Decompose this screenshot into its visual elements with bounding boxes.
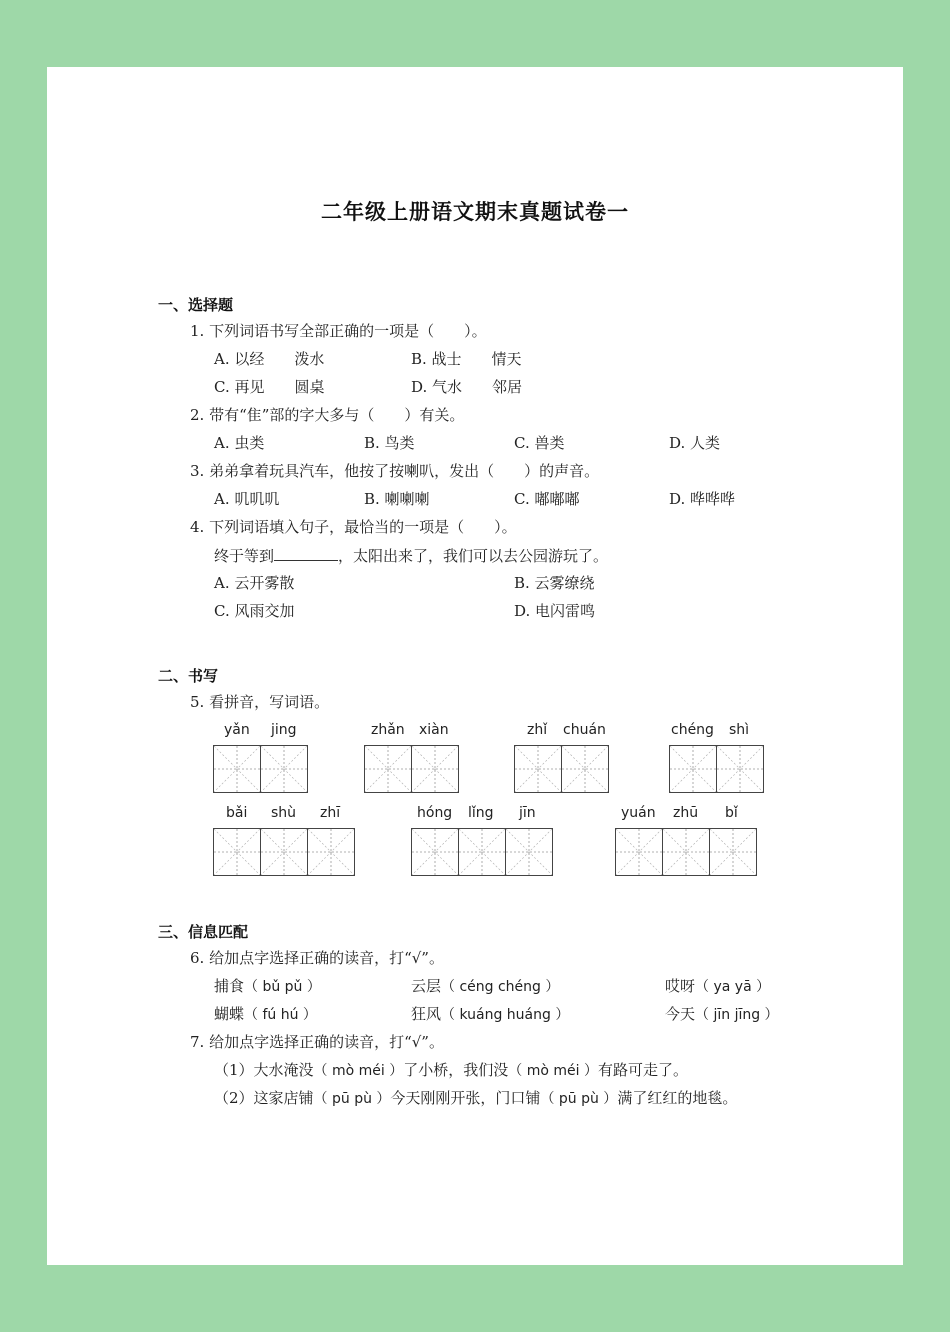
item-pinyin-choices[interactable]: （ ya yā ） xyxy=(695,979,771,995)
question-2-option-b: B. 鸟类 xyxy=(364,434,415,452)
writing-cell[interactable] xyxy=(260,828,308,876)
pinyin-choices[interactable]: （ pū pù ） xyxy=(540,1091,618,1107)
question-6-item xyxy=(214,976,321,997)
question-2-stem: 2. 带有“隹”部的字大多与（ ）有关。 xyxy=(190,406,465,424)
pinyin-syllable: zhǎn xyxy=(371,722,405,738)
text-part: （1）大水淹没 xyxy=(214,1061,314,1079)
question-5-stem: 5. 看拼音，写词语。 xyxy=(190,693,330,711)
pinyin-syllable: yǎn xyxy=(224,722,250,738)
question-4-blank[interactable] xyxy=(274,545,338,561)
pinyin-choices[interactable]: （ mò méi ） xyxy=(313,1063,404,1079)
text-part: 有路可走了。 xyxy=(597,1061,688,1079)
writing-cell[interactable] xyxy=(662,828,710,876)
question-1-option-b: B. 战士 情天 xyxy=(411,350,522,368)
question-1-option-d: D. 气水 邻居 xyxy=(411,378,523,396)
question-4-option-c: C. 风雨交加 xyxy=(214,602,295,620)
question-6-item xyxy=(665,976,770,997)
writing-cell[interactable] xyxy=(213,828,261,876)
question-6-stem: 6. 给加点字选择正确的读音，打“√”。 xyxy=(190,949,444,967)
question-6-item xyxy=(214,1004,317,1025)
pinyin-syllable: jing xyxy=(271,722,297,738)
pinyin-choices[interactable]: （ mò méi ） xyxy=(508,1063,598,1079)
question-4-stem: 4. 下列词语填入句子，最恰当的一项是（ ）。 xyxy=(190,518,517,536)
section-heading-matching: 三、信息匹配 xyxy=(158,923,249,941)
question-3-option-d: D. 哗哗哗 xyxy=(669,490,736,508)
writing-cell[interactable] xyxy=(458,828,506,876)
writing-grid-5 xyxy=(213,828,354,876)
pinyin-syllable: zhī xyxy=(320,805,341,821)
question-4-option-b: B. 云雾缭绕 xyxy=(514,574,595,592)
question-4-sentence-end: ，太阳出来了，我们可以去公园游玩了。 xyxy=(338,547,609,565)
page-title: 二年级上册语文期末真题试卷一 xyxy=(321,200,629,224)
writing-grid-3 xyxy=(514,745,608,793)
text-part: （2）这家店铺 xyxy=(214,1089,314,1107)
section-heading-choice: 一、选择题 xyxy=(158,296,234,314)
pinyin-syllable: lǐng xyxy=(468,805,494,821)
item-word: 蝴蝶 xyxy=(214,1005,245,1023)
question-1-option-c: C. 再见 圆桌 xyxy=(214,378,325,396)
question-4-option-d: D. 电闪雷鸣 xyxy=(514,602,596,620)
pinyin-syllable: chuán xyxy=(563,722,606,738)
question-4-option-a: A. 云开雾散 xyxy=(214,574,295,592)
question-6-item xyxy=(665,1004,779,1025)
item-pinyin-choices[interactable]: （ bǔ pǔ ） xyxy=(244,979,321,995)
text-part: 满了红红的地毯。 xyxy=(617,1089,738,1107)
question-4-sentence xyxy=(214,545,608,566)
question-1-option-a: A. 以经 泼水 xyxy=(214,350,325,368)
writing-cell[interactable] xyxy=(260,745,308,793)
writing-grid-1 xyxy=(213,745,307,793)
writing-grid-4 xyxy=(669,745,763,793)
writing-cell[interactable] xyxy=(514,745,562,793)
writing-grid-6 xyxy=(411,828,552,876)
question-7-line-2 xyxy=(214,1088,737,1109)
item-pinyin-choices[interactable]: （ céng chéng ） xyxy=(441,979,560,995)
question-3-option-c: C. 嘟嘟嘟 xyxy=(514,490,580,508)
pinyin-syllable: zhū xyxy=(673,805,699,821)
question-2-option-d: D. 人类 xyxy=(669,434,721,452)
section-heading-writing: 二、书写 xyxy=(158,667,219,685)
item-word: 捕食 xyxy=(214,977,245,995)
pinyin-syllable: bǐ xyxy=(725,805,738,821)
writing-cell[interactable] xyxy=(505,828,553,876)
pinyin-syllable: yuán xyxy=(621,805,656,821)
question-7-line-1 xyxy=(214,1060,688,1081)
pinyin-syllable: shì xyxy=(729,722,750,738)
item-word: 今天 xyxy=(665,1005,696,1023)
writing-cell[interactable] xyxy=(364,745,412,793)
writing-cell[interactable] xyxy=(411,745,459,793)
pinyin-syllable: shù xyxy=(271,805,297,821)
item-pinyin-choices[interactable]: （ fú hú ） xyxy=(244,1007,317,1023)
writing-cell[interactable] xyxy=(615,828,663,876)
question-4-sentence-start: 终于等到 xyxy=(214,547,275,565)
question-2-option-c: C. 兽类 xyxy=(514,434,565,452)
item-pinyin-choices[interactable]: （ jīn jīng ） xyxy=(695,1007,779,1023)
writing-cell[interactable] xyxy=(307,828,355,876)
item-word: 哎呀 xyxy=(665,977,696,995)
question-3-option-b: B. 喇喇喇 xyxy=(364,490,430,508)
question-6-item xyxy=(411,1004,569,1025)
writing-cell[interactable] xyxy=(411,828,459,876)
pinyin-syllable: jīn xyxy=(519,805,536,821)
writing-cell[interactable] xyxy=(709,828,757,876)
pinyin-syllable: hóng xyxy=(417,805,453,821)
question-6-item xyxy=(411,976,559,997)
writing-cell[interactable] xyxy=(213,745,261,793)
writing-cell[interactable] xyxy=(561,745,609,793)
item-word: 狂风 xyxy=(411,1005,442,1023)
writing-cell[interactable] xyxy=(669,745,717,793)
pinyin-syllable: bǎi xyxy=(226,805,248,821)
question-2-option-a: A. 虫类 xyxy=(214,434,265,452)
text-part: 了小桥，我们没 xyxy=(403,1061,509,1079)
pinyin-syllable: xiàn xyxy=(419,722,449,738)
pinyin-syllable: chéng xyxy=(671,722,714,738)
item-word: 云层 xyxy=(411,977,442,995)
writing-grid-2 xyxy=(364,745,458,793)
item-pinyin-choices[interactable]: （ kuáng huáng ） xyxy=(441,1007,570,1023)
pinyin-choices[interactable]: （ pū pù ） xyxy=(313,1091,391,1107)
question-7-stem: 7. 给加点字选择正确的读音，打“√”。 xyxy=(190,1033,444,1051)
pinyin-syllable: zhǐ xyxy=(527,722,548,738)
question-3-option-a: A. 叽叽叽 xyxy=(214,490,280,508)
question-1-stem: 1. 下列词语书写全部正确的一项是（ ）。 xyxy=(190,322,487,340)
writing-grid-7 xyxy=(615,828,756,876)
text-part: 今天刚刚开张，门口铺 xyxy=(390,1089,541,1107)
question-3-stem: 3. 弟弟拿着玩具汽车，他按了按喇叭，发出（ ）的声音。 xyxy=(190,462,600,480)
writing-cell[interactable] xyxy=(716,745,764,793)
